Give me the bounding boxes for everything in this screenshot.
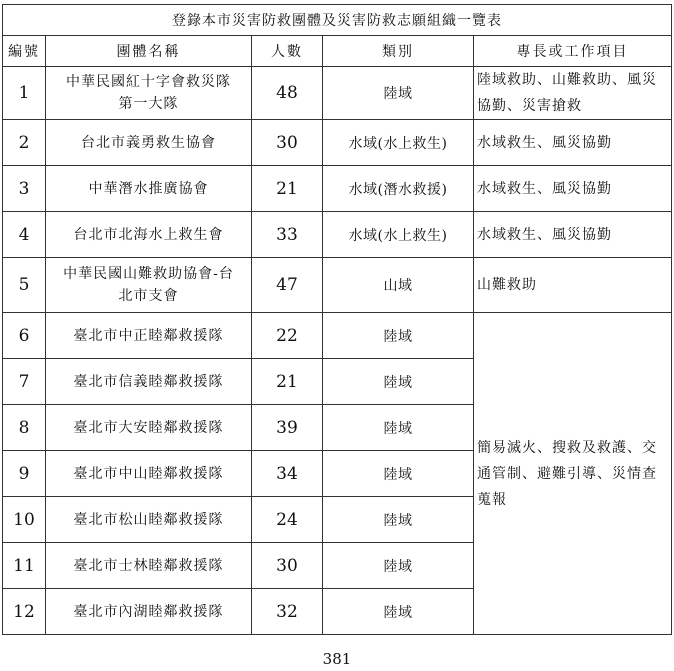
row-type: 水域(水上救生) bbox=[323, 120, 474, 166]
row-name: 臺北市士林睦鄰救援隊 bbox=[46, 543, 252, 589]
page-number: 381 bbox=[322, 650, 352, 668]
row-no: 8 bbox=[3, 405, 46, 451]
row-spec: 水域救生、風災協勤 bbox=[474, 120, 672, 166]
row-count: 48 bbox=[252, 67, 323, 120]
row-no: 3 bbox=[3, 166, 46, 212]
row-no: 6 bbox=[3, 313, 46, 359]
row-type: 陸域 bbox=[323, 313, 474, 359]
table-row bbox=[3, 313, 672, 359]
row-spec: 水域救生、風災協勤 bbox=[474, 166, 672, 212]
row-count: 22 bbox=[252, 313, 323, 359]
row-spec: 水域救生、風災協勤 bbox=[474, 212, 672, 258]
row-no: 5 bbox=[3, 258, 46, 313]
table-row bbox=[3, 212, 672, 258]
shared-spec-cell: 簡易滅火、搜救及救護、交通管制、避難引導、災情查蒐報 bbox=[474, 313, 672, 635]
row-name bbox=[46, 67, 252, 120]
row-type: 陸域 bbox=[323, 497, 474, 543]
row-no: 9 bbox=[3, 451, 46, 497]
row-name: 臺北市松山睦鄰救援隊 bbox=[46, 497, 252, 543]
row-count: 21 bbox=[252, 359, 323, 405]
row-no: 2 bbox=[3, 120, 46, 166]
table-row bbox=[3, 258, 672, 313]
row-count: 47 bbox=[252, 258, 323, 313]
header-name: 團體名稱 bbox=[46, 36, 252, 67]
header-type: 類別 bbox=[323, 36, 474, 67]
row-name: 臺北市內湖睦鄰救援隊 bbox=[46, 589, 252, 635]
row-name bbox=[46, 258, 252, 313]
row-spec: 山難救助 bbox=[474, 258, 672, 313]
row-no: 11 bbox=[3, 543, 46, 589]
header-no: 編號 bbox=[3, 36, 46, 67]
row-type: 陸域 bbox=[323, 589, 474, 635]
table-row bbox=[3, 120, 672, 166]
row-name: 台北市義勇救生協會 bbox=[46, 120, 252, 166]
row-no: 12 bbox=[3, 589, 46, 635]
row-type: 水域(水上救生) bbox=[323, 212, 474, 258]
row-name: 中華潛水推廣協會 bbox=[46, 166, 252, 212]
row-name-line: 中華民國紅十字會救災隊 bbox=[66, 74, 231, 90]
volunteer-organization-table bbox=[2, 4, 672, 635]
row-spec: 陸域救助、山難救助、風災協勤、災害搶救 bbox=[474, 67, 672, 120]
row-type: 陸域 bbox=[323, 405, 474, 451]
table-title: 登錄本市災害防救團體及災害防救志願組織一覽表 bbox=[3, 5, 672, 36]
row-no: 4 bbox=[3, 212, 46, 258]
row-no: 1 bbox=[3, 67, 46, 120]
row-name: 臺北市中正睦鄰救援隊 bbox=[46, 313, 252, 359]
row-type: 陸域 bbox=[323, 451, 474, 497]
row-type: 水域(潛水救援) bbox=[323, 166, 474, 212]
row-count: 24 bbox=[252, 497, 323, 543]
row-name-line: 北市支會 bbox=[118, 288, 179, 304]
row-name: 臺北市中山睦鄰救援隊 bbox=[46, 451, 252, 497]
row-type: 陸域 bbox=[323, 67, 474, 120]
header-count: 人數 bbox=[252, 36, 323, 67]
row-name: 台北市北海水上救生會 bbox=[46, 212, 252, 258]
row-count: 34 bbox=[252, 451, 323, 497]
table-row bbox=[3, 67, 672, 120]
header-row bbox=[3, 36, 672, 67]
row-name: 臺北市大安睦鄰救援隊 bbox=[46, 405, 252, 451]
row-name-line: 第一大隊 bbox=[118, 96, 179, 112]
row-count: 39 bbox=[252, 405, 323, 451]
row-count: 21 bbox=[252, 166, 323, 212]
row-count: 30 bbox=[252, 543, 323, 589]
row-type: 陸域 bbox=[323, 359, 474, 405]
row-type: 陸域 bbox=[323, 543, 474, 589]
row-name: 臺北市信義睦鄰救援隊 bbox=[46, 359, 252, 405]
row-type: 山域 bbox=[323, 258, 474, 313]
table-row bbox=[3, 166, 672, 212]
row-no: 10 bbox=[3, 497, 46, 543]
header-spec: 專長或工作項目 bbox=[474, 36, 672, 67]
row-count: 30 bbox=[252, 120, 323, 166]
row-no: 7 bbox=[3, 359, 46, 405]
row-count: 33 bbox=[252, 212, 323, 258]
row-count: 32 bbox=[252, 589, 323, 635]
row-name-line: 中華民國山難救助協會-台 bbox=[63, 266, 234, 282]
